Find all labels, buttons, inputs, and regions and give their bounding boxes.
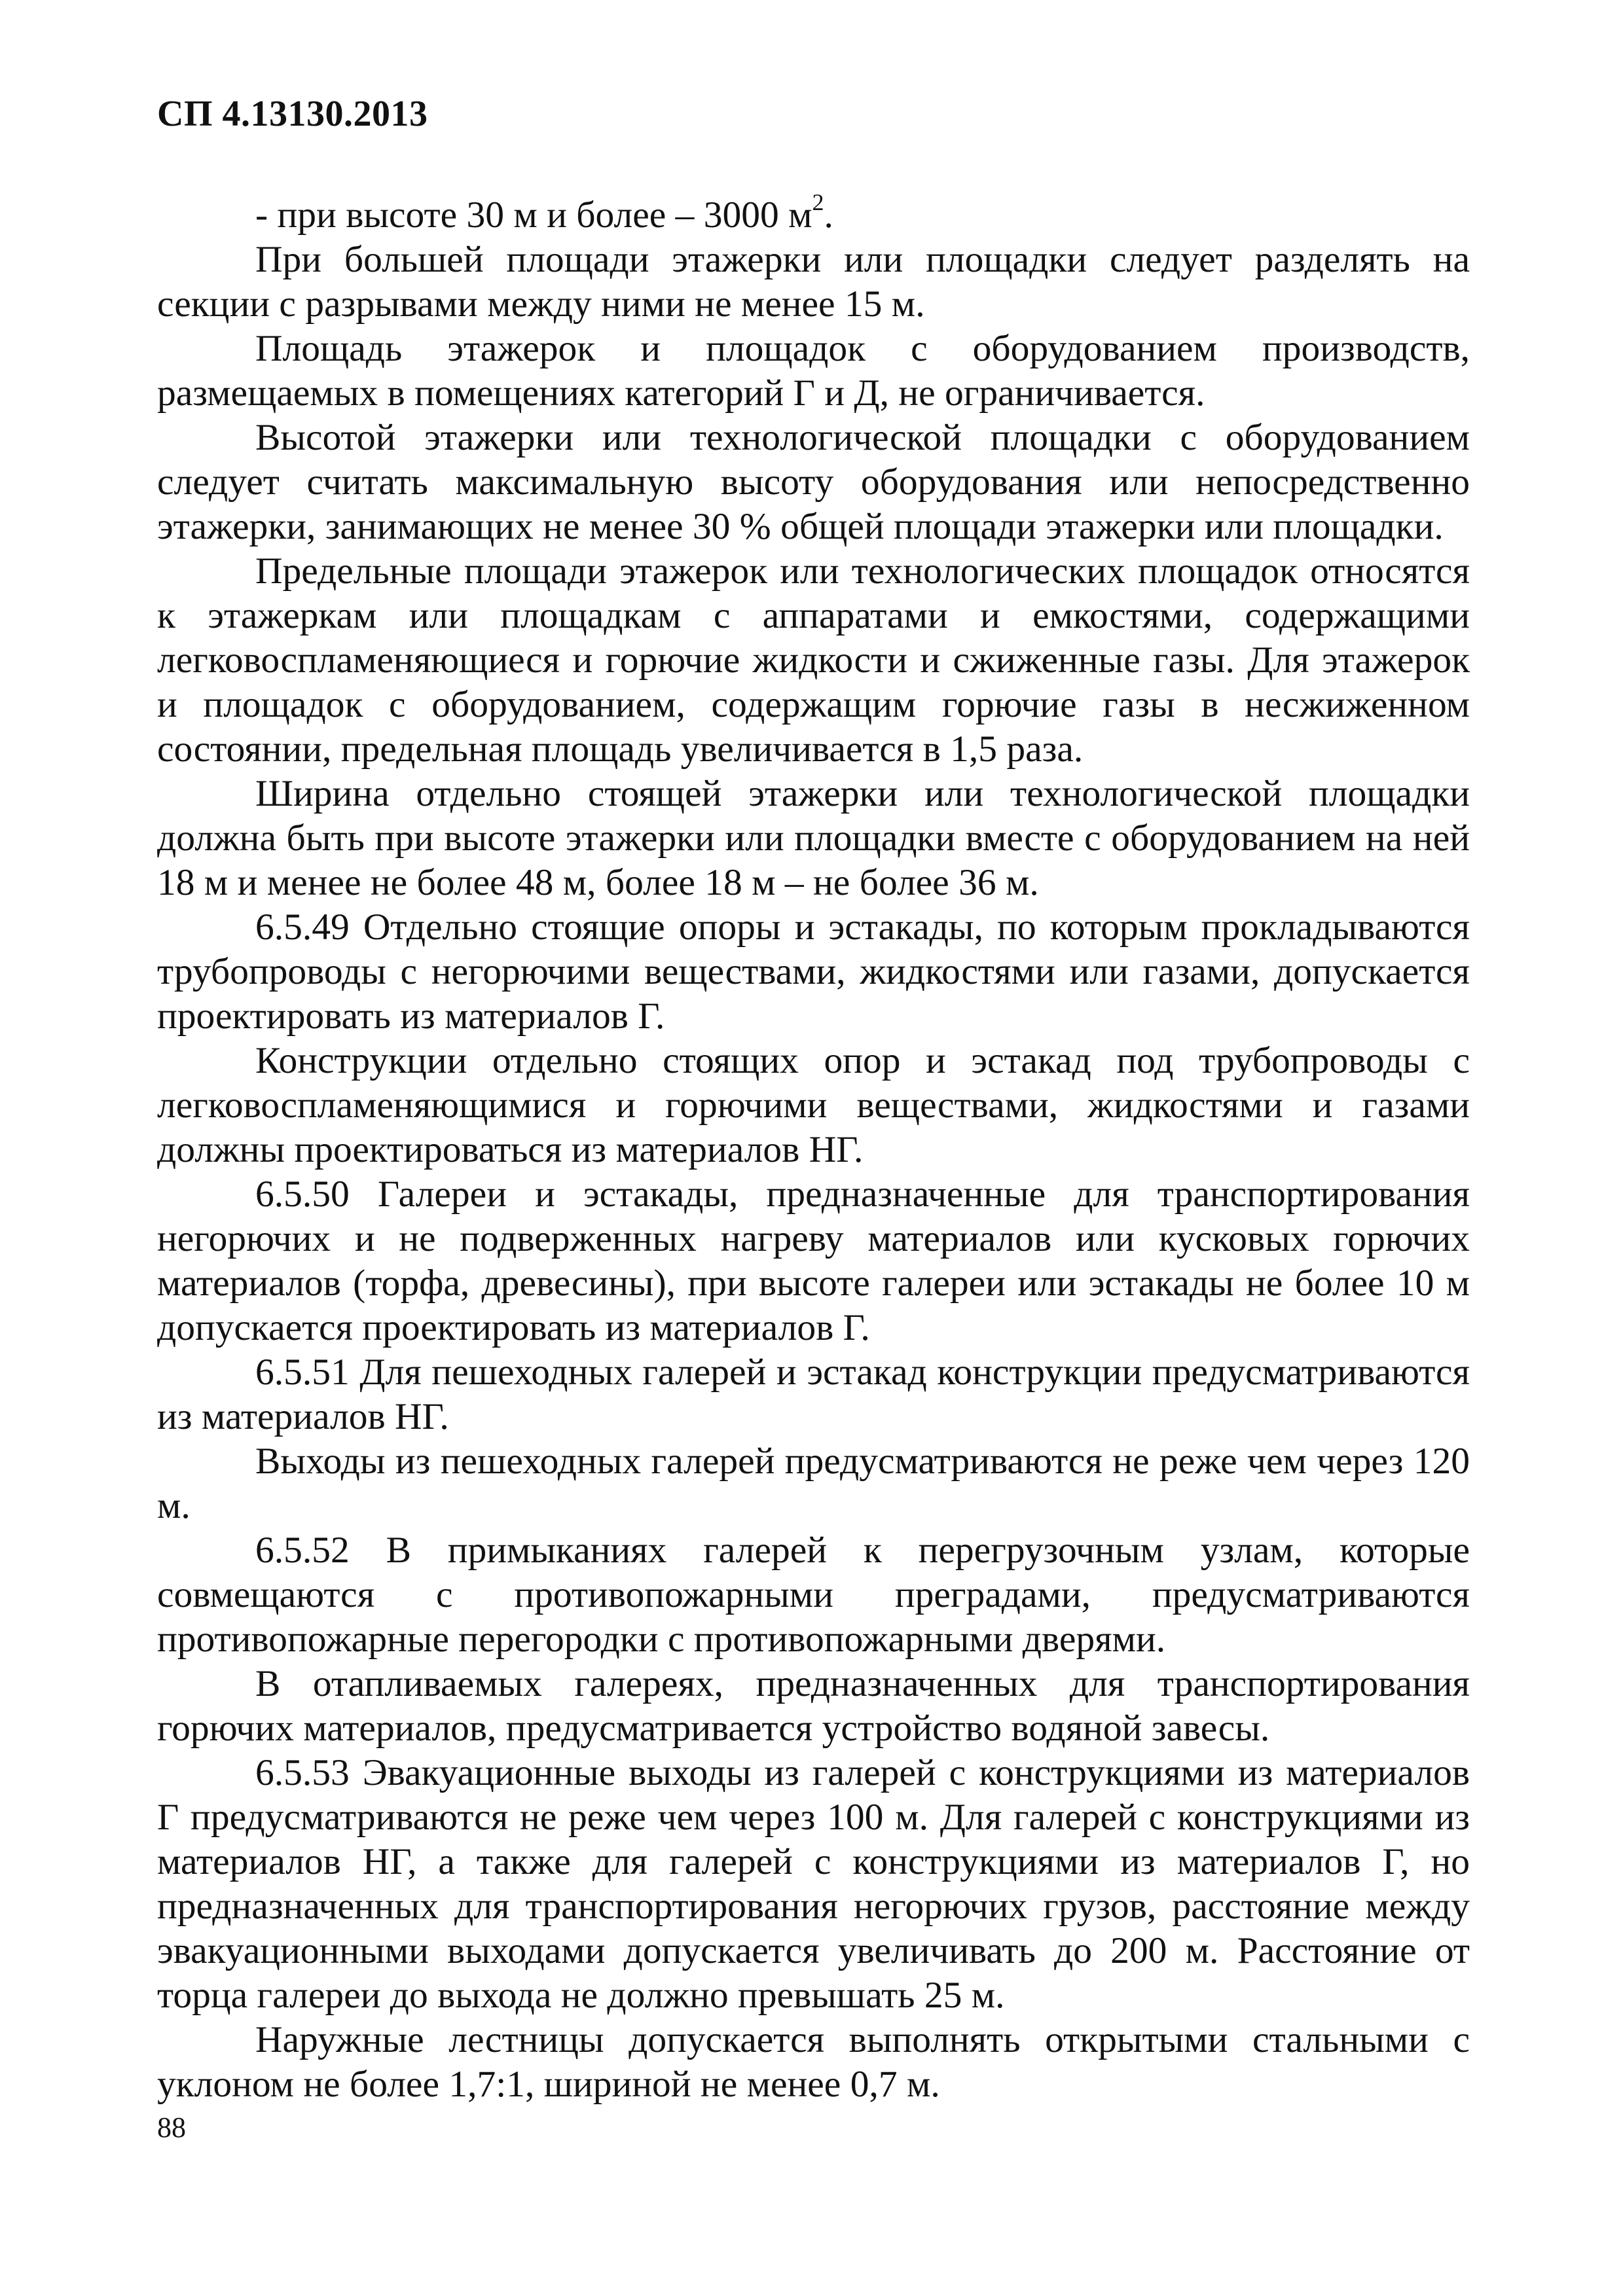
first-line-tail: . bbox=[824, 194, 833, 236]
paragraph-clause-6-5-49: 6.5.49 Отдельно стоящие опоры и эстакады, по которым прокладываются трубопроводы с негорючими веществами, жидкостями или газами, допускается проектировать из материалов Г. bbox=[157, 906, 1470, 1037]
paragraph: В отапливаемых галереях, предназначенных для транспортирования горючих материалов, предусматривается устройство водяной завесы. bbox=[157, 1663, 1470, 1749]
first-line-paragraph bbox=[157, 188, 1470, 238]
paragraph: При большей площади этажерки или площадки следует разделять на секции с разрывами между ними не менее 15 м. bbox=[157, 239, 1470, 325]
body-text bbox=[157, 188, 1470, 2107]
paragraph-clause-6-5-50: 6.5.50 Галереи и эстакады, предназначенные для транспортирования негорючих и не подверженных нагреву материалов или кусковых горючих материалов (торфа, древесины), при высоте галереи или эстакады не более 10 м допускается проектировать из материалов Г. bbox=[157, 1174, 1470, 1348]
first-line-text: - при высоте 30 м и более – 3000 м bbox=[255, 194, 812, 236]
paragraph: Площадь этажерок и площадок с оборудованием производств, размещаемых в помещениях категорий Г и Д, не ограничивается. bbox=[157, 328, 1470, 414]
superscript-unit: 2 bbox=[812, 188, 824, 215]
paragraph-clause-6-5-53: 6.5.53 Эвакуационные выходы из галерей с конструкциями из материалов Г предусматриваются не реже чем через 100 м. Для галерей с конструкциями из материалов НГ, а также для галерей с конструкциями из материалов Г, но предназначенных для транспортирования негорючих грузов, расстояние между эвакуационными выходами допускается увеличивать до 200 м. Расстояние от торца галереи до выхода не должно превышать 25 м. bbox=[157, 1752, 1470, 2016]
paragraph-clause-6-5-51: 6.5.51 Для пешеходных галерей и эстакад конструкции предусматриваются из материалов НГ. bbox=[157, 1352, 1470, 1437]
paragraph: Высотой этажерки или технологической площадки с оборудованием следует считать максимальную высоту оборудования или непосредственно этажерки, занимающих не менее 30 % общей площади этажерки или площадки. bbox=[157, 417, 1470, 547]
paragraph: Выходы из пешеходных галерей предусматриваются не реже чем через 120 м. bbox=[157, 1441, 1470, 1526]
paragraph: Ширина отдельно стоящей этажерки или технологической площадки должна быть при высоте этажерки или площадки вместе с оборудованием на ней 18 м и менее не более 48 м, более 18 м – не более 36 м. bbox=[157, 773, 1470, 903]
paragraph-clause-6-5-52: 6.5.52 В примыканиях галерей к перегрузочным узлам, которые совмещаются с противопожарными преградами, предусматриваются противопожарные перегородки с противопожарными дверями. bbox=[157, 1530, 1470, 1660]
page-number: 88 bbox=[157, 2111, 186, 2144]
paragraph: Предельные площади этажерок или технологических площадок относятся к этажеркам или площадкам с аппаратами и емкостями, содержащими легковоспламеняющиеся и горючие жидкости и сжиженные газы. Для этажерок и площадок с оборудованием, содержащим горючие газы в несжиженном состоянии, предельная площадь увеличивается в 1,5 раза. bbox=[157, 550, 1470, 770]
paragraph: Конструкции отдельно стоящих опор и эстакад под трубопроводы с легковоспламеняющимися и горючими веществами, жидкостями и газами должны проектироваться из материалов НГ. bbox=[157, 1040, 1470, 1170]
document-code-header: СП 4.13130.2013 bbox=[157, 94, 428, 134]
paragraph: Наружные лестницы допускается выполнять открытыми стальными с уклоном не более 1,7:1, шириной не менее 0,7 м. bbox=[157, 2019, 1470, 2105]
